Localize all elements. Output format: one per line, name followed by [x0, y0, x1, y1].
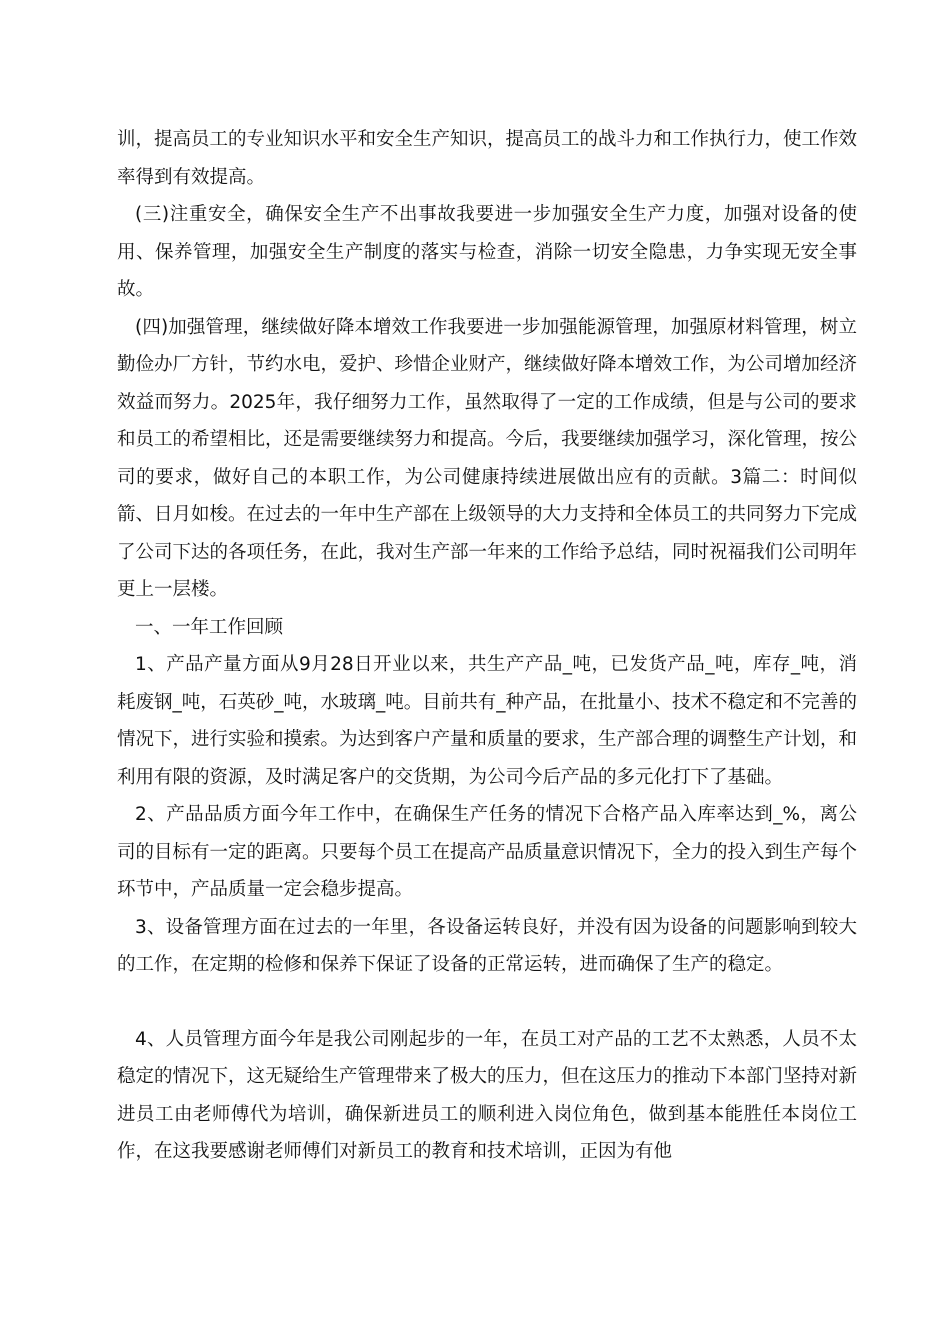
paragraph-personnel-management: 4、人员管理方面今年是我公司刚起步的一年，在员工对产品的工艺不太熟悉，人员不太稳定的情况下，这无疑给生产管理带来了极大的压力，但在这压力的推动下本部门坚持对新进员工由老师傅代为培训，确保新进员工的顺利进入岗位角色，做到基本能胜任本岗位工作，在这我要感谢老师傅们对新员工的教育和技术培训，正因为有他	[117, 1028, 858, 1162]
paragraph-management: (四)加强管理，继续做好降本增效工作我要进一步加强能源管理，加强原材料管理，树立勤俭办厂方针，节约水电，爱护、珍惜企业财产，继续做好降本增效工作，为公司增加经济效益而努力。2025年，我仔细努力工作，虽然取得了一定的工作成绩，但是与公司的要求和员工的希望相比，还是需要继续努力和提高。今后，我要继续加强学习，深化管理，按公司的要求，做好自己的本职工作，为公司健康持续进展做出应有的贡献。3篇二：时间似箭、日月如梭。在过去的一年中生产部在上级领导的大力支持和全体员工的共同努力下完成了公司下达的各项任务，在此，我对生产部一年来的工作给予总结，同时祝福我们公司明年更上一层楼。	[117, 316, 858, 600]
section-heading-annual-review: 一、一年工作回顾	[135, 616, 284, 638]
paragraph-production-output: 1、产品产量方面从9月28日开业以来，共生产产品_吨，已发货产品_吨，库存_吨，消耗废钢_吨，石英砂_吨，水玻璃_吨。目前共有_种产品，在批量小、技术不稳定和不完善的情况下，进行实验和摸索。为达到客户产量和质量的要求，生产部合理的调整生产计划，和利用有限的资源，及时满足客户的交货期，为公司今后产品的多元化打下了基础。	[117, 654, 858, 788]
paragraph-equipment-management: 3、设备管理方面在过去的一年里，各设备运转良好，并没有因为设备的问题影响到较大的工作，在定期的检修和保养下保证了设备的正常运转，进而确保了生产的稳定。	[117, 916, 857, 975]
paragraph-safety: (三)注重安全，确保安全生产不出事故我要进一步加强安全生产力度，加强对设备的使用、保养管理，加强安全生产制度的落实与检查，消除一切安全隐患，力争实现无安全事故。	[117, 204, 857, 300]
paragraph-training-continuation: 训，提高员工的专业知识水平和安全生产知识，提高员工的战斗力和工作执行力，使工作效率得到有效提高。	[117, 129, 858, 188]
paragraph-product-quality: 2、产品品质方面今年工作中，在确保生产任务的情况下合格产品入库率达到_%，离公司的目标有一定的距离。只要每个员工在提高产品质量意识情况下，全力的投入到生产每个环节中，产品质量一定会稳步提高。	[117, 804, 858, 900]
document-body	[117, 121, 857, 1171]
